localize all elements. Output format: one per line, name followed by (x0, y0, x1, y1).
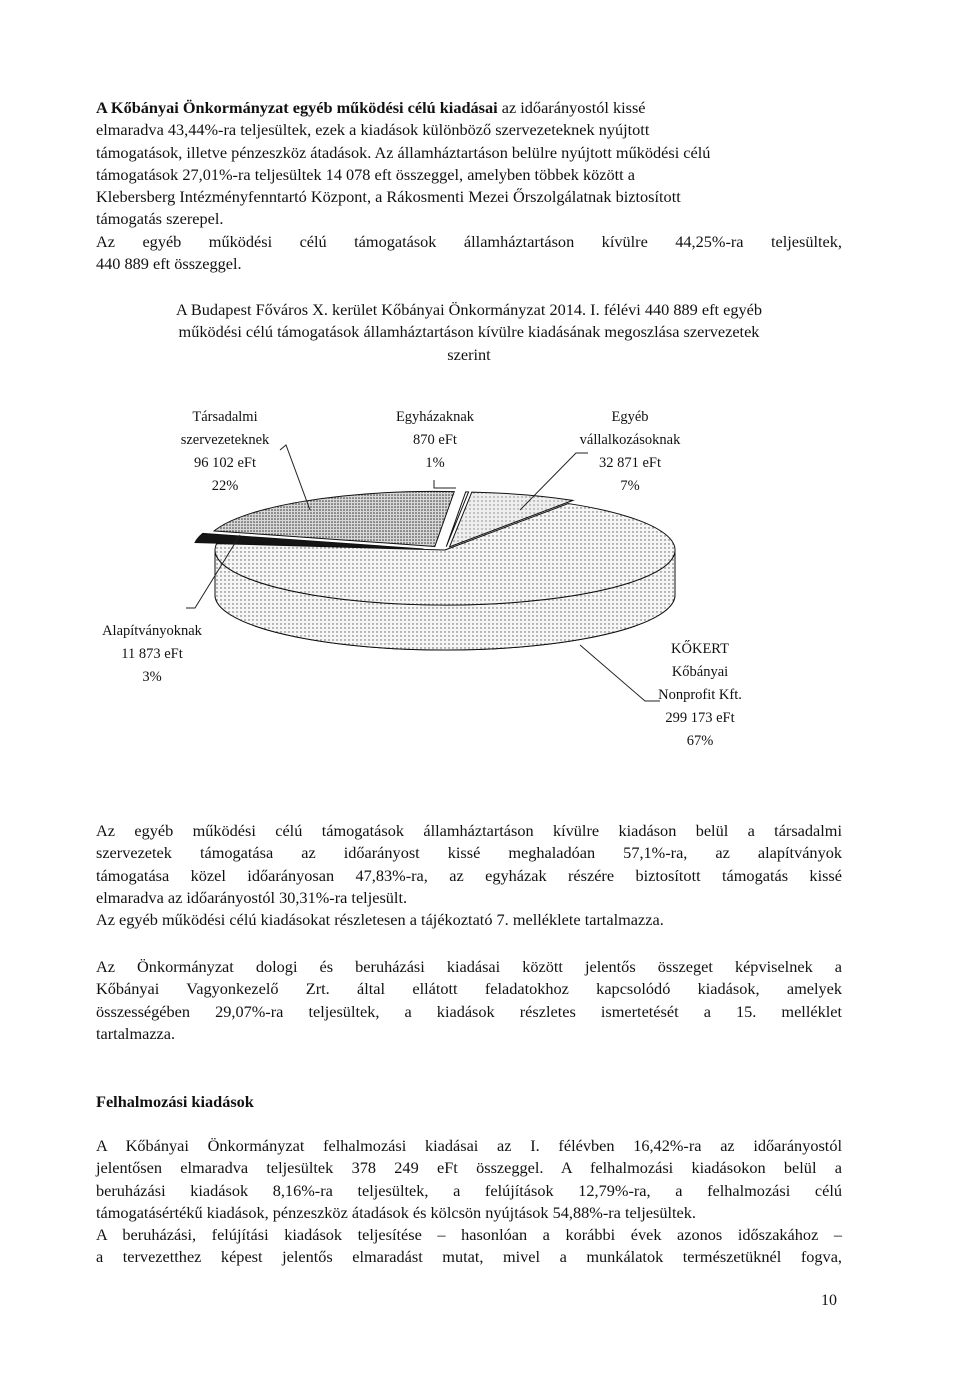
slice-label-0-3: 299 173 eFt (665, 710, 735, 726)
paragraph-material-investment: Az Önkormányzat dologi és beruházási kiadásai között jelentős összeget képviselnek a Kőbányai Vagyonkezelő Zrt. által ellátott feladatokhoz kapcsolódó kiadások, amelyek összességében 29,07%-ra teljesültek, a kiadások részletes ismertetését a 15. melléklet tartalmazza. (96, 957, 842, 1043)
bold-lead: A Kőbányai Önkormányzat egyéb működési célú kiadásai (96, 98, 498, 117)
slice-label-0-1: Kőbányai (671, 664, 729, 680)
slice-label-1-1: 11 873 eFt (121, 646, 183, 662)
leader-line-kokert (580, 645, 660, 701)
slice-label-3-1: 870 eFt (413, 432, 457, 448)
slice-label-1-0: Alapítványoknak (102, 623, 202, 639)
slice-label-1-2: 3% (142, 669, 162, 685)
paragraph-outside-government: Az egyéb működési célú támogatások államháztartáson kívülre 44,25%-ra teljesültek, 440 889 eft összeggel. (96, 232, 842, 274)
slice-label-0-0: KŐKERT (671, 641, 729, 657)
slice-label-4-0: Egyéb (611, 409, 649, 425)
slice-label-3-0: Egyházaknak (395, 409, 475, 425)
paragraph-other-operating-expenses: A Kőbányai Önkormányzat egyéb működési célú kiadásai az időarányostól kissé elmaradva 43,44%-ra teljesültek, ezek a kiadások különböző szervezeteknek nyújtott támogatások, illetve pénzeszköz átadások. Az államháztartáson belülre nyújtott működési célú támogatások 27,01%-ra teljesültek 14 078 eft összeggel, amelyben többek között a Klebersberg Intézményfenntartó Központ, a Rákosmenti Mezei Őrszolgálatnak biztosított támogatás szerepel. (96, 98, 711, 229)
paragraph-breakdown: Az egyéb működési célú támogatások államháztartáson kívülre kiadáson belül a társadalmi szervezetek támogatása az időarányost kissé meghaladóan 57,1%-ra, az alapítványok támogatása közel időarányosan 47,83%-ra, az egyházak részére biztosított támogatás kissé elmaradva az időarányostól 30,31%-ra teljesült. Az egyéb működési célú kiadásokat részletesen a tájékoztató 7. melléklete tartalmazza. (96, 821, 842, 930)
slice-label-4-2: 32 871 eFt (598, 455, 662, 471)
slice-label-4-1: vállalkozásoknak (579, 432, 681, 448)
leader-line-tarsadalmi (280, 445, 310, 510)
page-number: 10 (821, 1292, 837, 1309)
paragraph-accumulation-expenses: A Kőbányai Önkormányzat felhalmozási kiadásai az I. félévben 16,42%-ra az időarányostól jelentősen elmaradva teljesültek 378 249 eFt összeggel. A felhalmozási kiadásokon belül a beruházási kiadások 8,16%-ra teljesültek, a felújítások 12,79%-ra, a felhalmozási célú támogatásértékű kiadások, pénzeszköz átadások és kölcsön nyújtások 54,88%-ra teljesültek. A beruházási, felújítási kiadások teljesítése – hasonlóan a korábbi évek azonos időszakához – a tervezetthez képest jelentős elmaradást mutat, mivel a munkálatok természetüknél fogva, (96, 1136, 842, 1267)
leader-line-egyhaz (434, 480, 456, 488)
slice-label-4-3: 7% (620, 478, 640, 494)
slice-label-0-4: 67% (686, 733, 714, 749)
slice-label-3-2: 1% (425, 455, 445, 471)
chart-title: A Budapest Főváros X. kerület Kőbányai Önkormányzat 2014. I. félévi 440 889 eft egyéb működési célú támogatások államháztartáson kívülre kiadásának megoszlása szervezetek szerint (176, 300, 762, 364)
slice-label-0-2: Nonprofit Kft. (658, 687, 742, 703)
pie-slices (195, 491, 675, 650)
section-heading: Felhalmozási kiadások (96, 1092, 254, 1111)
slice-label-2-0: Társadalmi (192, 409, 258, 425)
slice-label-2-3: 22% (211, 478, 239, 494)
pie-chart (100, 395, 760, 795)
slice-label-2-2: 96 102 eFt (193, 455, 257, 471)
slice-label-2-1: szervezeteknek (180, 432, 270, 448)
